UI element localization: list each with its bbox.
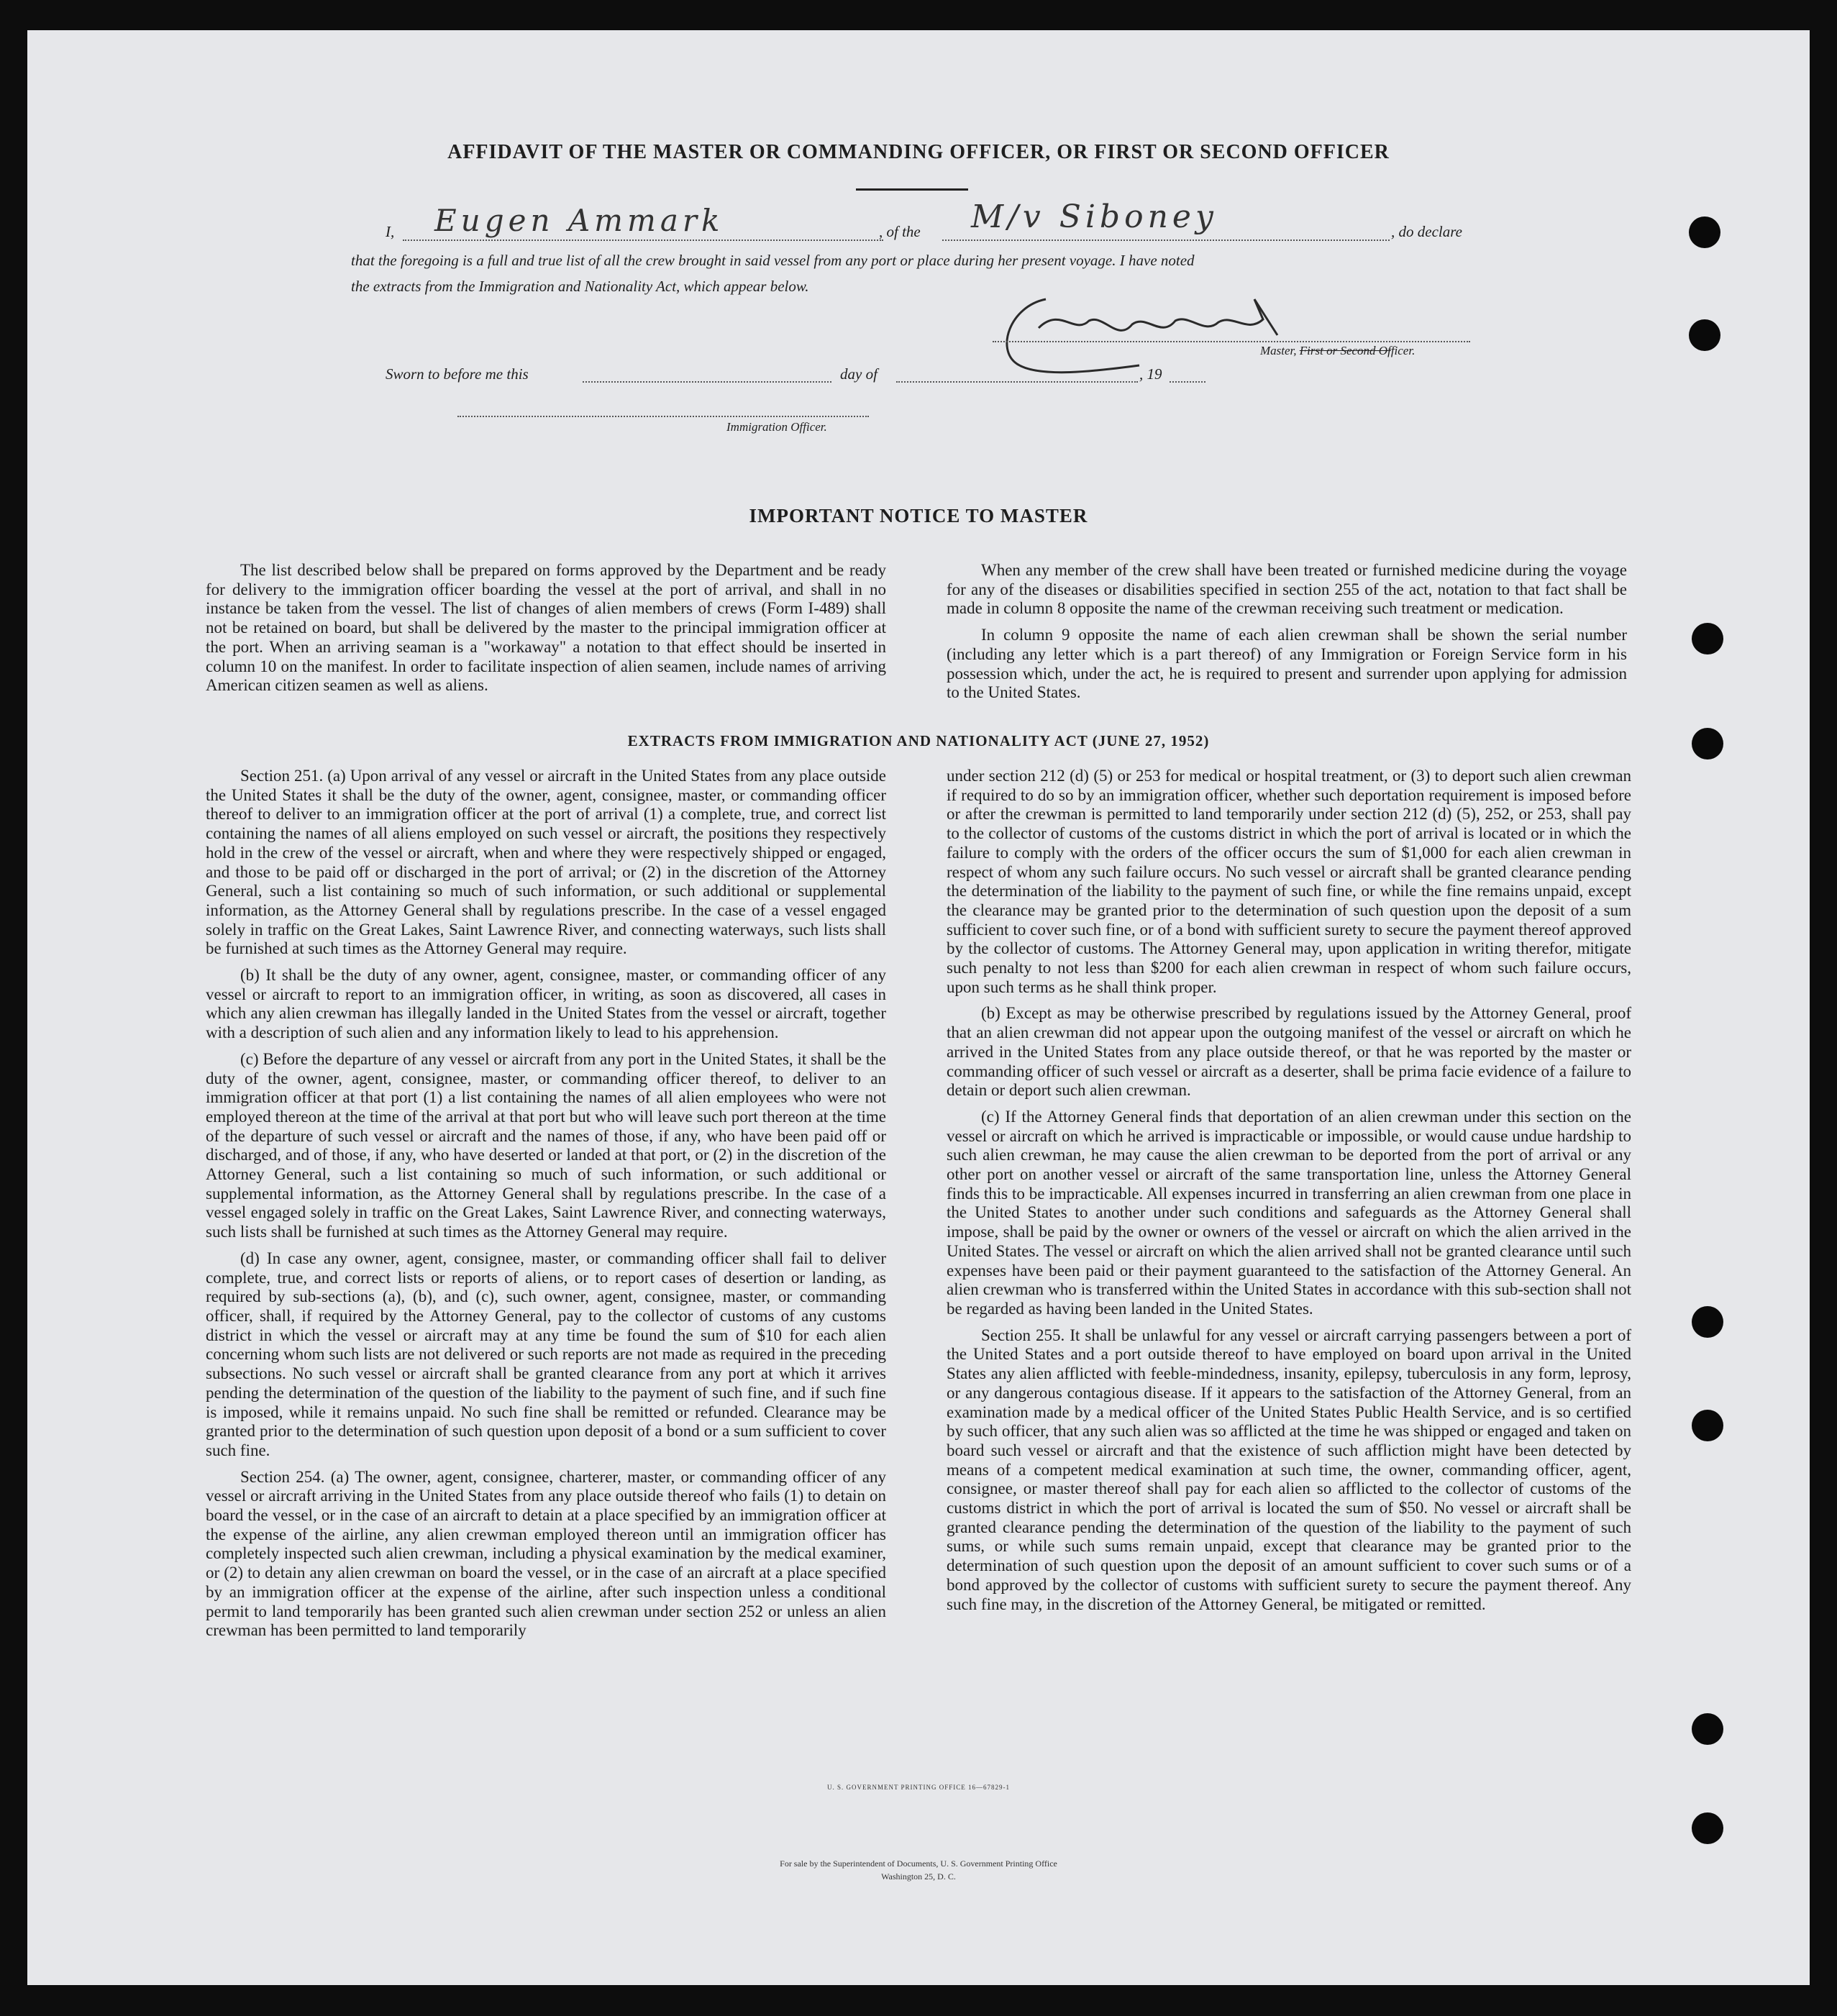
punch-hole-8	[1692, 1812, 1723, 1844]
master-label-struck: First or Second Of	[1299, 344, 1391, 357]
punch-hole-1	[1689, 216, 1720, 248]
section-251-c: (c) Before the departure of any vessel or aircraft from any port in the United States, it shall be the duty of the owner, agent, consignee, master, or commanding officer thereof, to deliver to an immigration officer at that port (1) a list containing the names of all alien employees who were not employed thereon at the time of the arrival at that port but who will leave such port thereon at the time of the departure of such vessel or aircraft and the names of those, if any, who have been paid off or discharged, and of those, if any, who have deserted or landed at that port, or (2) in the discretion of the Attorney General, such a list containing so much of such information, or such additional or supplemental information, as the Attorney General shall by regulations prescribe. In the case of a vessel engaged solely in traffic on the Great Lakes, Saint Lawrence River, and connecting waterways, such lists shall be furnished at such times as the Attorney General may require.	[206, 1049, 886, 1241]
section-254-a-continued: under section 212 (d) (5) or 253 for medical or hospital treatment, or (3) to deport such alien crewman if required to do so by an immigration officer, whether such deportation requirement is imposed before or after the crewman is permitted to land temporarily under section 212 (d) (5), 252, or 253, shall pay to the collector of customs of the customs district in which the port of arrival is located or in which the failure to comply with the orders of the officer occurs the sum of $1,000 for each alien crewman in respect of whom any such failure occurs. No such vessel or aircraft shall be granted clearance pending the determination of the liability to the payment of such fine, or while the fine remains unpaid, except the clearance may be granted prior to the determination of such question upon the deposit of a sum sufficient to cover such fine, or of a bond with sufficient surety to secure the payment thereof approved by the collector of customs. The Attorney General may, upon application in writing therefor, mitigate such penalty to not less than $200 for each alien crewman in respect of whom such failure occurs, upon such terms as he shall think proper.	[947, 767, 1631, 996]
extracts-left-column	[206, 767, 886, 1648]
i-label: I,	[386, 223, 395, 240]
section-255: Section 255. It shall be unlawful for any vessel or aircraft carrying passengers between a port of the United States and a port outside thereof to have employed on board upon arrival in the United States any alien afflicted with feeble-mindedness, insanity, epilepsy, tuberculosis in any form, leprosy, or any dangerous contagious disease. If it appears to the satisfaction of the Attorney General, from an examination made by a medical officer of the United States Public Health Service, and is so certified by such officer, that any such alien was so afflicted at the time he was shipped or engaged and taken on board such vessel or aircraft and that the existence of such affliction might have been detected by means of a competent medical examination at such time, the owner, commanding officer, agent, consignee, or master thereof shall pay for each alien so afflicted to the collector of customs of the customs district in which the port of arrival is located the sum of $50. No vessel or aircraft shall be granted clearance pending the determination of the question of the liability to the payment of such sums, or while such sums remain unpaid, except that clearance may be granted prior to the determination of such question upon the deposit of an amount sufficient to cover such sums or of a bond approved by the collector of customs with sufficient surety to secure the payment thereof. Any such fine may, in the discretion of the Attorney General, be mitigated or remitted.	[947, 1326, 1631, 1613]
immigration-officer-label: Immigration Officer.	[726, 420, 827, 434]
affidavit-statement-line-1: that the foregoing is a full and true list of all the crew brought in said vessel from any port or place during her present voyage. I have noted	[351, 252, 1195, 269]
extracts-right-column	[947, 767, 1631, 1621]
punch-hole-6	[1692, 1410, 1723, 1441]
extracts-title: EXTRACTS FROM IMMIGRATION AND NATIONALITY ACT (JUNE 27, 1952)	[627, 732, 1210, 749]
section-251-b: (b) It shall be the duty of any owner, agent, consignee, master, or commanding officer of any vessel or aircraft to report to an immigration officer, in writing, as soon as discovered, all cases in which any alien crewman has illegally landed in the United States from the vessel or aircraft, together with a description of such alien and any information likely to lead to his apprehension.	[206, 966, 886, 1042]
notice-right-paragraph-2: In column 9 opposite the name of each alien crewman shall be shown the serial number (including any letter which is a part thereof) of any Immigration or Foreign Service form in his possession which, under the act, he is required to present and surrender upon applying for admission to the United States.	[947, 626, 1627, 702]
name-field-line	[403, 240, 883, 241]
section-254-b: (b) Except as may be otherwise prescribed by regulations issued by the Attorney General, proof that an alien crewman did not appear upon the outgoing manifest of the vessel or aircraft on which he arrived in the United States from any place outside thereof, or that he was reported by the master or commanding officer of such vessel or aircraft as a deserter, shall be prima facie evidence of a failure to detain or deport such alien crewman.	[947, 1004, 1631, 1100]
sworn-label: Sworn to before me this	[386, 365, 529, 383]
signer-name-handwritten: Eugen Ammark	[434, 203, 724, 238]
section-251-d: (d) In case any owner, agent, consignee, master, or commanding officer shall fail to deliver complete, true, and correct lists or reports of aliens, or to report cases of desertion or landing, as required by sub-sections (a), (b), and (c), such owner, agent, consignee, master, or commanding officer, shall, if required by the Attorney General, pay to the collector of customs of any customs district in which the vessel or aircraft may at any time be found the sum of $10 for each alien concerning whom such lists are not delivered or such reports are not made as required in the preceding subsections. No such vessel or aircraft shall be granted clearance from any port at which it arrives pending the determination of the question of the liability to the payment of such fine, and if such fine is imposed, while it remains unpaid. No such fine shall be remitted or refunded. Clearance may be granted prior to the determination of such question upon deposit of a bond or a sum sufficient to cover such fine.	[206, 1249, 886, 1459]
master-label-prefix: Master,	[1260, 344, 1297, 357]
sworn-year-line	[1170, 381, 1205, 383]
of-the-label: , of the	[879, 223, 921, 240]
punch-hole-2	[1689, 319, 1720, 351]
day-of-label: day of	[840, 365, 878, 383]
notice-title: IMPORTANT NOTICE TO MASTER	[749, 505, 1088, 526]
master-label-suffix: ficer.	[1390, 344, 1416, 357]
year-label: , 19	[1139, 365, 1162, 383]
gpo-imprint: U. S. GOVERNMENT PRINTING OFFICE 16—67829-1	[826, 1784, 1011, 1791]
notice-right-column	[947, 561, 1627, 710]
punch-hole-5	[1692, 1306, 1723, 1338]
master-label	[1260, 344, 1415, 358]
signature-line	[993, 341, 1470, 342]
punch-hole-3	[1692, 623, 1723, 654]
title-underline	[856, 188, 968, 191]
affidavit-title: AFFIDAVIT OF THE MASTER OR COMMANDING OFFICER, OR FIRST OR SECOND OFFICER	[447, 141, 1390, 163]
notice-left-paragraph: The list described below shall be prepared on forms approved by the Department and be ready for delivery to the immigration officer boarding the vessel at the port of arrival, and shall in no instance be taken from the vessel. The list of changes of alien members of crews (Form I-489) shall not be retained on board, but shall be delivered by the master to the principal immigration officer at the port. When an arriving seaman is a "workaway" a notation to that effect should be inserted in column 10 on the manifest. In order to facilitate inspection of alien seamen, include names of arriving American citizen seamen as well as aliens.	[206, 561, 886, 695]
notice-left-column	[206, 561, 886, 703]
affidavit-statement-line-2: the extracts from the Immigration and Nationality Act, which appear below.	[351, 278, 809, 295]
vessel-name-handwritten: M/v Siboney	[971, 199, 1218, 235]
punch-hole-7	[1692, 1713, 1723, 1745]
vessel-field-line	[942, 240, 1390, 241]
section-254-a: Section 254. (a) The owner, agent, consignee, charterer, master, or commanding officer of any vessel or aircraft arriving in the United States from any place outside thereof who fails (1) to detain on board the vessel, or in the case of an aircraft to detain at a place specified by an immigration officer at the expense of the airline, any alien crewman employed thereon until an immigration officer has completely inspected such alien crewman, including a physical examination by the medical examiner, or (2) to detain any alien crewman on board the vessel, or in the case of an aircraft at a place specified by an immigration officer at the expense of the airline, after such inspection unless a conditional permit to land temporarily has been granted such alien crewman under section 252 or unless an alien crewman has been permitted to land temporarily	[206, 1467, 886, 1640]
sworn-month-line	[896, 381, 1138, 383]
signature-text	[1057, 309, 1060, 310]
do-declare-label: , do declare	[1391, 223, 1462, 240]
sworn-date-line	[583, 381, 831, 383]
section-251-a: Section 251. (a) Upon arrival of any vessel or aircraft in the United States from any place outside the United States it shall be the duty of the owner, agent, consignee, master, or commanding officer thereof to deliver to an immigration officer at the port of arrival (1) a complete, true, and correct list containing the names of all aliens employed on such vessel or aircraft, the positions they respectively hold in the crew of the vessel or aircraft, when and where they were respectively shipped or engaged, and those to be paid off or discharged in the port of arrival; or (2) in the discretion of the Attorney General, such a list containing so much of such information, or such additional or supplemental information, as the Attorney General shall by regulations prescribe. In the case of a vessel engaged solely in traffic on the Great Lakes, Saint Lawrence River, and connecting waterways, such lists shall be furnished at such times as the Attorney General may require.	[206, 767, 886, 958]
sale-line-2: Washington 25, D. C.	[881, 1871, 956, 1882]
sale-line-1: For sale by the Superintendent of Documents, U. S. Government Printing Office	[780, 1858, 1057, 1869]
section-254-c: (c) If the Attorney General finds that deportation of an alien crewman under this section on the vessel or aircraft on which he arrived is impracticable or impossible, or would cause undue hardship to such alien crewman, he may cause the alien crewman to be deported from the port of arrival or any other port on another vessel or aircraft of the same transportation line, unless the Attorney General finds this to be impracticable. All expenses incurred in transferring an alien crewman from one place in the United States to another under such conditions and safeguards as the Attorney General shall impose, shall be paid by the owner or owners of the vessel or aircraft on which the alien arrived in the United States. The vessel or aircraft on which the alien arrived shall not be granted clearance until such expenses have been paid or their payment guaranteed to the satisfaction of the Attorney General. An alien crewman who is transferred within the United States in accordance with this sub-section shall not be regarded as having been landed in the United States.	[947, 1107, 1631, 1318]
notice-right-paragraph-1: When any member of the crew shall have been treated or furnished medicine during the voyage for any of the diseases or disabilities specified in section 255 of the act, notation to that fact shall be made in column 8 opposite the name of the crewman receiving such treatment or medication.	[947, 561, 1627, 618]
immigration-officer-line	[457, 416, 869, 417]
